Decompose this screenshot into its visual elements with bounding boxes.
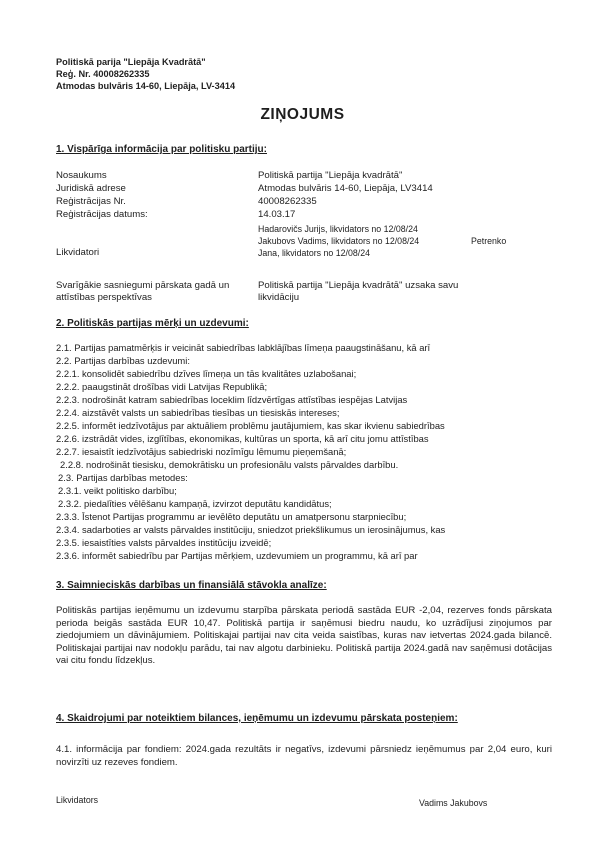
section-2-heading: 2. Politiskās partijas mērķi un uzdevumi: bbox=[56, 318, 249, 329]
achievements-label-1: Svarīgākie sasniegumi pārskata gadā un bbox=[56, 280, 230, 291]
list-item: 2.3.5. iesaistīties valsts pārvaldes institūciju izveidē; bbox=[56, 537, 272, 548]
list-item: 2.2. Partijas darbības uzdevumi: bbox=[56, 355, 190, 366]
liquidator-2: Jakubovs Vadims, likvidators no 12/08/24 bbox=[258, 236, 420, 246]
liquidator-3-name: Jana, likvidators no 12/08/24 bbox=[258, 248, 370, 258]
list-item: 2.3. Partijas darbības metodes: bbox=[58, 472, 188, 483]
financial-analysis-text: Politiskās partijas ieņēmumu un izdevumu starpība pārskata periodā sastāda EUR -2,04, rezerves fonds pārskata perioda beigās sastāda EUR 10,47. Politiskā partija ir saņēmusi biedru naudu, ko uzrādījusi ziņojumos par ziedojumiem un dāvinājumiem. Politiskajai partijai nav cita veida saistības, kuras nav ietvertas 2024.gada bilancē. Politiskajai partijai nav nodokļu parādu, tai nav algotu darbinieku. Politiskā partija 2024.gadā nav saņēmusi dotācijas vai citu fondu līdzekļus. bbox=[56, 605, 552, 666]
section-4-heading: 4. Skaidrojumi par noteiktiem bilances, ieņēmumu un izdevumu pārskata posteņiem: bbox=[56, 713, 458, 724]
list-item: 2.2.6. izstrādāt vides, izglītības, ekonomikas, kultūras un sporta, kā arī citu jomu attīstības bbox=[56, 433, 429, 444]
signature-name: Vadims Jakubovs bbox=[419, 798, 488, 808]
info-value-regdate: 14.03.17 bbox=[258, 209, 296, 220]
list-item: 2.2.3. nodrošināt katram sabiedrības loceklim līdzvērtīgas attīstības iespējas Latvijas bbox=[56, 394, 408, 405]
party-header bbox=[56, 56, 235, 92]
achievements-label-2: attīstības perspektīvas bbox=[56, 292, 152, 303]
list-item: 2.3.1. veikt politisko darbību; bbox=[58, 485, 177, 496]
list-item: 2.2.4. aizstāvēt valsts un sabiedrības tiesības un tiesiskās intereses; bbox=[56, 407, 340, 418]
info-value-name: Politiskā partija "Liepāja kvadrātā" bbox=[258, 170, 403, 181]
party-name: Politiskā parija "Liepāja Kvadrātā" bbox=[56, 57, 206, 67]
list-item: 2.3.3. Īstenot Partijas programmu ar ievēlēto deputātu un amatpersonu starpniecību; bbox=[56, 511, 407, 522]
list-item: 2.3.2. piedalīties vēlēšanu kampaņā, izvirzot deputātu kandidātus; bbox=[58, 498, 332, 509]
list-item: 2.3.6. informēt sabiedrību par Partijas mērķiem, uzdevumiem un programmu, kā arī par bbox=[56, 550, 418, 561]
section-1-heading: 1. Vispārīga informācija par politisku partiju: bbox=[56, 144, 267, 155]
registration-number: Reģ. Nr. 40008262335 bbox=[56, 69, 150, 79]
list-item: 2.2.7. iesaistīt iedzīvotājus sabiedriski nozīmīgu lēmumu pieņemšanā; bbox=[56, 446, 347, 457]
list-item: 2.2.1. konsolidēt sabiedrību dzīves līmeņa un tās kvalitātes uzlabošanai; bbox=[56, 368, 357, 379]
party-address: Atmodas bulvāris 14-60, Liepāja, LV-3414 bbox=[56, 81, 236, 91]
liquidator-1: Hadarovičs Jurijs, likvidators no 12/08/24 bbox=[258, 224, 418, 234]
list-item: 2.2.5. informēt iedzīvotājus par aktuāliem problēmu jautājumiem, kas skar ikvienu sabiedrības bbox=[56, 420, 445, 431]
info-label-address: Juridiskā adrese bbox=[56, 183, 126, 194]
list-item: 2.1. Partijas pamatmērķis ir veicināt sabiedrības labklājības līmeņa paaugstināšanu, kā arī bbox=[56, 342, 431, 353]
list-item: 2.2.8. nodrošināt tiesisku, demokrātisku un profesionālu valsts pārvaldes darbību. bbox=[60, 459, 399, 470]
section-3-heading: 3. Saimnieciskās darbības un finansiālā stāvokla analīze: bbox=[56, 580, 327, 591]
info-label-regnr: Reģistrācijas Nr. bbox=[56, 196, 126, 207]
achievements-value-1: Politiskā partija "Liepāja kvadrātā" uzsaka savu bbox=[258, 280, 459, 291]
list-item: 2.2.2. paaugstināt drošības vidi Latvijas Republikā; bbox=[56, 381, 268, 392]
signature-role: Likvidators bbox=[56, 795, 99, 805]
list-item: 2.3.4. sadarboties ar valsts pārvaldes institūciju, sniedzot priekšlikumus un ierosinājumus, kas bbox=[56, 524, 446, 535]
info-value-address: Atmodas bulvāris 14-60, Liepāja, LV3414 bbox=[258, 183, 433, 194]
liquidator-3-surname: Petrenko bbox=[471, 236, 507, 246]
fund-explanation-text: 4.1. informācija par fondiem: 2024.gada rezultāts ir negatīvs, izdevumi pārsniedz ieņēmumus par 2,04 euro, kuri novirzīti uz rezeves fondiem. bbox=[56, 744, 552, 768]
document-title: ZIŅOJUMS bbox=[260, 106, 345, 123]
info-label-name: Nosaukums bbox=[56, 170, 107, 181]
liquidators-label: Likvidatori bbox=[56, 247, 100, 258]
achievements-value-2: likvidāciju bbox=[258, 292, 300, 303]
info-label-regdate: Reģistrācijas datums: bbox=[56, 209, 148, 220]
info-value-regnr: 40008262335 bbox=[258, 196, 317, 207]
